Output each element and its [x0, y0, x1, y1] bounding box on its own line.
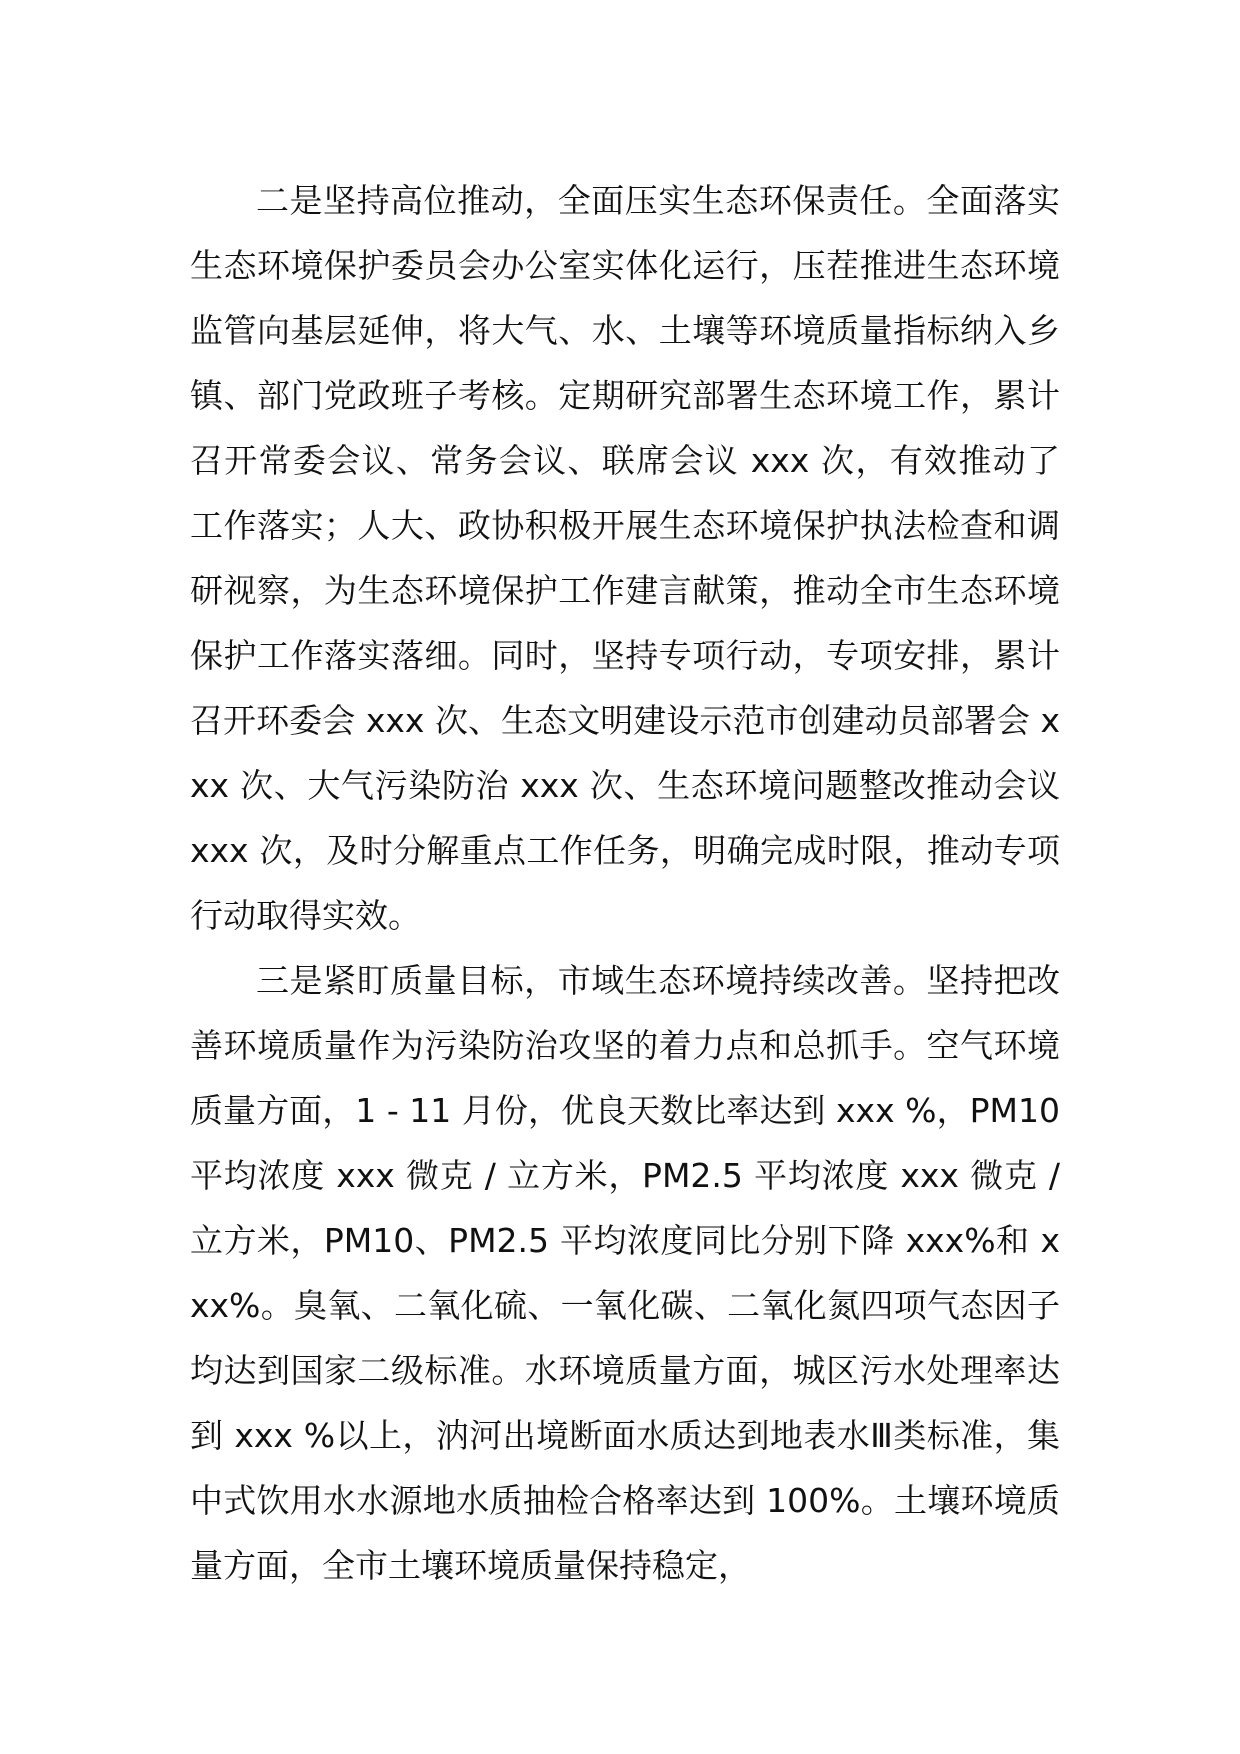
paragraph-2: 三是紧盯质量目标，市域生态环境持续改善。坚持把改善环境质量作为污染防治攻坚的着力点和总抓手。空气环境质量方面，1 - 11 月份，优良天数比率达到 xxx %，PM10 平均浓度 xxx 微克 / 立方米，PM2.5 平均浓度 xxx 微克 / 立方米，PM10、PM2.5 平均浓度同比分别下降 xxx%和 xxx%。臭氧、二氧化硫、一氧化碳、二氧化氮四项气态因子均达到国家二级标准。水环境质量方面，城区污水处理率达到 xxx %以上，汭河出境断面水质达到地表水Ⅲ类标准，集中式饮用水水源地水质抽检合格率达到 100%。土壤环境质量方面，全市土壤环境质量保持稳定，: [190, 961, 1060, 1585]
document-page: [190, 168, 1060, 1598]
paragraph-1: 二是坚持高位推动，全面压实生态环保责任。全面落实生态环境保护委员会办公室实体化运行，压茬推进生态环境监管向基层延伸，将大气、水、土壤等环境质量指标纳入乡镇、部门党政班子考核。定期研究部署生态环境工作，累计召开常委会议、常务会议、联席会议 xxx 次，有效推动了工作落实；人大、政协积极开展生态环境保护执法检查和调研视察，为生态环境保护工作建言献策，推动全市生态环境保护工作落实落细。同时，坚持专项行动，专项安排，累计召开环委会 xxx 次、生态文明建设示范市创建动员部署会 xxx 次、大气污染防治 xxx 次、生态环境问题整改推动会议 xxx 次，及时分解重点工作任务，明确完成时限，推动专项行动取得实效。: [190, 181, 1060, 935]
